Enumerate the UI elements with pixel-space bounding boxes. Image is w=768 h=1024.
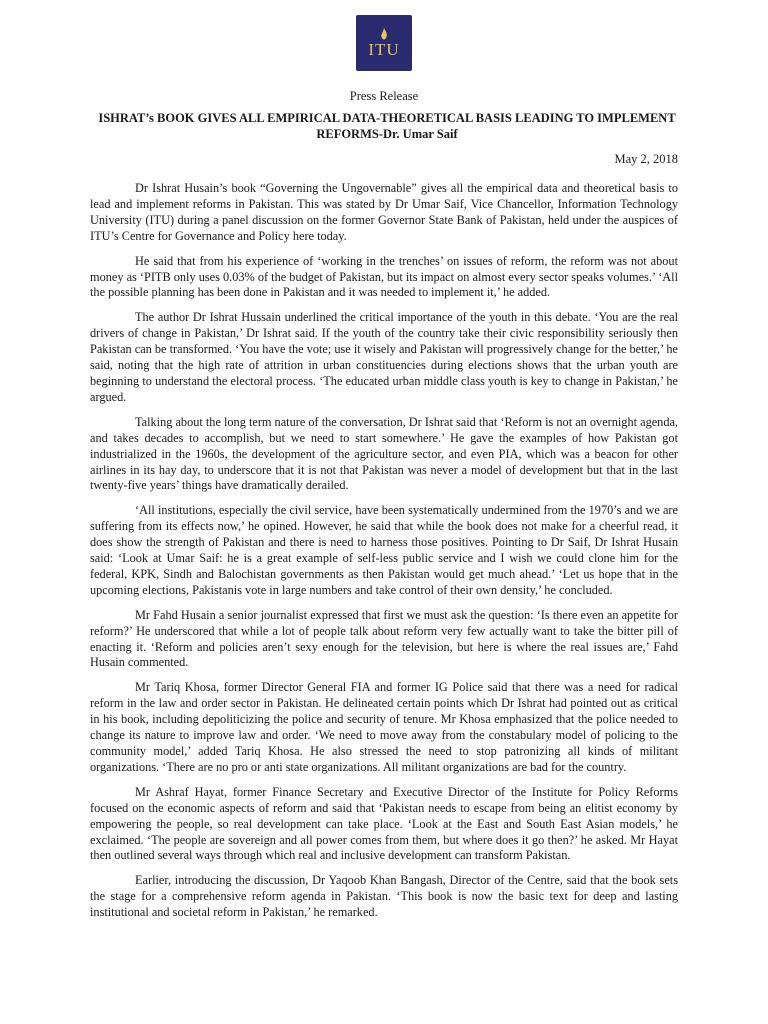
paragraph: Mr Fahd Husain a senior journalist expressed that first we must ask the question: ‘Is there even an appetite for reform?’ He underscored that while a lot of people talk about reform very few actually want to take the bitter pill of enacting it. ‘Reform and policies aren’t sexy enough for the television, but here is where the real issues are,’ Fahd Husain commented. [90, 607, 678, 670]
paragraph: Talking about the long term nature of the conversation, Dr Ishrat said that ‘Reform is not an overnight agenda, and takes decades to accomplish, but we need to start somewhere.’ He gave the examples of how Pakistan got industrialized in the 1960s, the development of the agriculture sector, and even PIA, which was a beacon for other airlines in its hay day, to underscore that it is not that Pakistan was never a model of development but that in the last twenty-five years’ things have dramatically derailed. [90, 414, 678, 493]
paragraph: ‘All institutions, especially the civil service, have been systematically undermined from the 1970’s and we are suffering from its effects now,’ he opined. However, he said that while the book does not make for a cheerful read, it does show the strength of Pakistan and there is need to harness those positives. Pointing to Dr Saif, Dr Ishrat Husain said: ‘Look at Umar Saif: he is a great example of self-less public service and I wish we could clone him for the federal, KPK, Sindh and Balochistan governments as then Pakistan would get much ahead.’ ‘Let us hope that in the upcoming elections, Pakistanis vote in large numbers and take control of their own density,’ he concluded. [90, 503, 678, 597]
paragraph: Mr Tariq Khosa, former Director General FIA and former IG Police said that there was a need for radical reform in the law and order sector in Pakistan. He delineated certain points which Dr Ishrat had pointed out as critical in his book, including depoliticizing the police and security of tenure. Mr Khosa emphasized that the police needed to change its nature to improve law and order. ‘We need to move away from the constabulary model of policing to the community model,’ added Tariq Khosa. He also stressed the need to stop patronizing all kinds of militant organizations. ‘There are no pro or anti state organizations. All militant organizations are bad for the country. [90, 680, 678, 774]
article-body [90, 181, 678, 930]
release-date: May 2, 2018 [614, 152, 678, 166]
paragraph: Mr Ashraf Hayat, former Finance Secretary and Executive Director of the Institute for Policy Reforms focused on the economic aspects of reform and said that ‘Pakistan needs to escape from being an elitist economy by empowering the people, so real development can take place. ‘Look at the East and South East Asian models,’ he exclaimed. ‘The people are sovereign and all power comes from them, but where does it go then?’ he asked. Mr Hayat then outlined several ways through which real and inclusive development can transform Pakistan. [90, 784, 678, 863]
paragraph: Earlier, introducing the discussion, Dr Yaqoob Khan Bangash, Director of the Centre, said that the book sets the stage for a comprehensive reform agenda in Pakistan. ‘This book is now the basic text for deep and lasting institutional and societal reform in Pakistan,’ he remarked. [90, 873, 678, 920]
itu-logo [356, 15, 412, 71]
paragraph: Dr Ishrat Husain’s book “Governing the Ungovernable” gives all the empirical data and theoretical basis to lead and implement reforms in Pakistan. This was stated by Dr Umar Saif, Vice Chancellor, Information Technology University (ITU) during a panel discussion on the former Governor State Bank of Pakistan, held under the auspices of ITU’s Centre for Governance and Policy here today. [90, 181, 678, 243]
logo-text: ITU [368, 40, 400, 59]
paragraph: The author Dr Ishrat Hussain underlined the critical importance of the youth in this debate. ‘You are the real drivers of change in Pakistan,’ Dr Ishrat said. If the youth of the country take their civic responsibility seriously then Pakistan can be transformed. ‘You have the vote; use it wisely and Pakistan will progressively change for the better,’ he said, noting that the high rate of attrition in urban constituencies during elections shows that the urban youth are beginning to understand the electoral process. ‘The educated urban middle class youth is key to change in Pakistan,’ he argued. [90, 310, 678, 404]
document-label: Press Release [349, 89, 419, 103]
page-title: ISHRAT’s BOOK GIVES ALL EMPIRICAL DATA-THEORETICAL BASIS LEADING TO IMPLEMENT REFORMS-Dr. Umar Saif [98, 111, 676, 141]
paragraph: He said that from his experience of ‘working in the trenches’ on issues of reform, the reform was not about money as ‘PITB only uses 0.03% of the budget of Pakistan, but its impact on almost every sector speaks volumes.’ ‘All the possible planning has been done in Pakistan and it was needed to implement it,’ he added. [90, 253, 678, 300]
